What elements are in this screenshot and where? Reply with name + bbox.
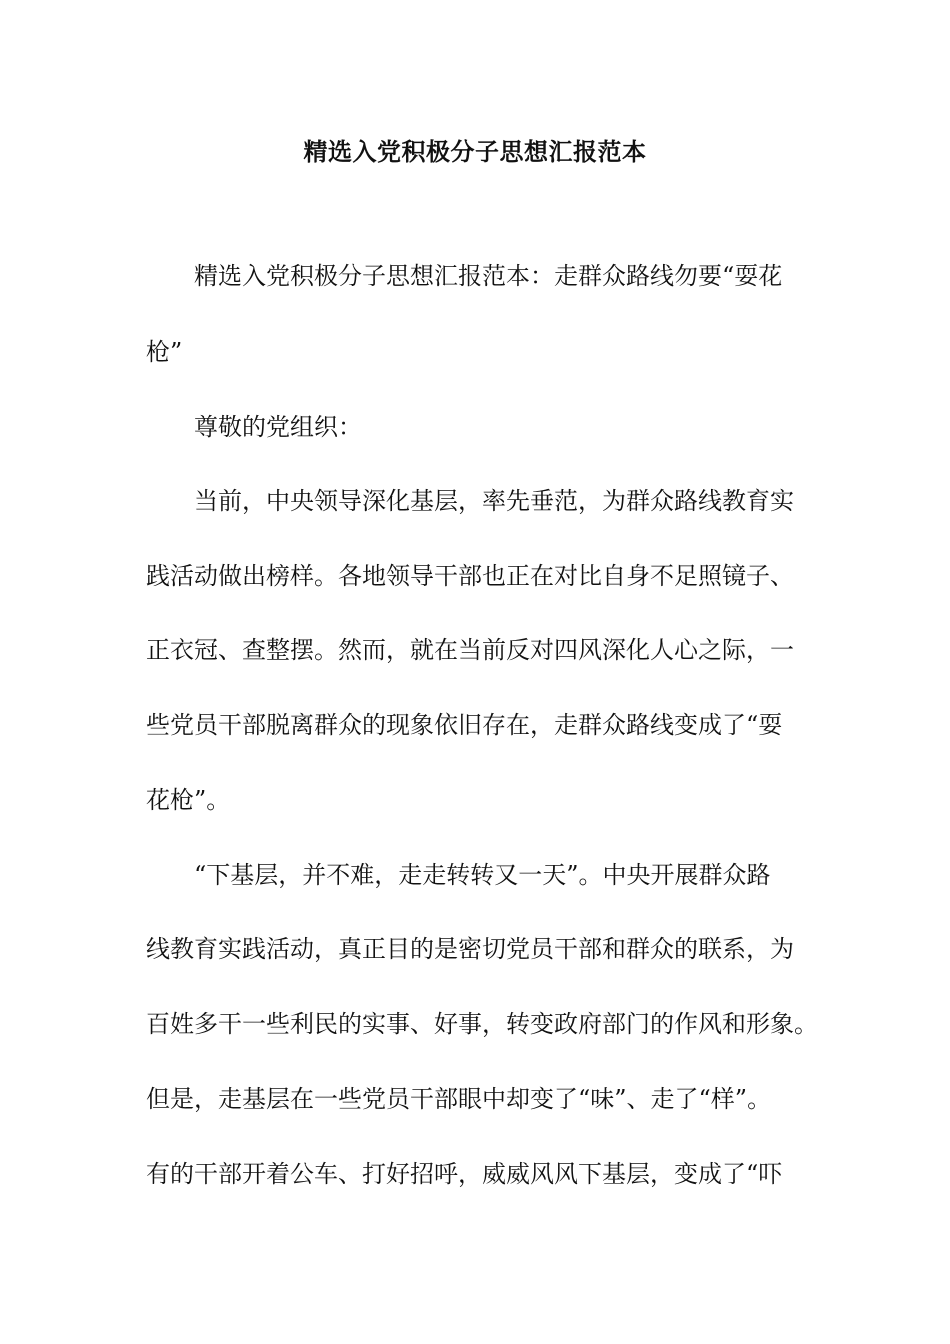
paragraph-line: 线教育实践活动，真正目的是密切党员干部和群众的联系，为 bbox=[146, 935, 794, 963]
paragraph-line: 精选入党积极分子思想汇报范本：走群众路线勿要“耍花 bbox=[194, 262, 783, 290]
paragraph-line: 百姓多干一些利民的实事、好事，转变政府部门的作风和形象。 bbox=[146, 1010, 818, 1038]
paragraph-line: 践活动做出榜样。各地领导干部也正在对比自身不足照镜子、 bbox=[146, 562, 794, 590]
paragraph-line: 些党员干部脱离群众的现象依旧存在，走群众路线变成了“耍 bbox=[146, 711, 783, 739]
paragraph-line: “下基层，并不难，走走转转又一天”。中央开展群众路 bbox=[194, 861, 771, 889]
paragraph-line: 枪” bbox=[146, 338, 183, 366]
paragraph-line: 但是，走基层在一些党员干部眼中却变了“味”、走了“样”。 bbox=[146, 1085, 772, 1113]
salutation-line: 尊敬的党组织： bbox=[194, 413, 362, 441]
paragraph-line: 有的干部开着公车、打好招呼，威威风风下基层，变成了“吓 bbox=[146, 1160, 783, 1188]
paragraph-line: 花枪”。 bbox=[146, 786, 231, 814]
paragraph-line: 正衣冠、查整摆。然而，就在当前反对四风深化人心之际，一 bbox=[146, 636, 794, 664]
paragraph-line: 当前，中央领导深化基层，率先垂范，为群众路线教育实 bbox=[194, 487, 794, 515]
document-title: 精选入党积极分子思想汇报范本 bbox=[303, 137, 647, 166]
